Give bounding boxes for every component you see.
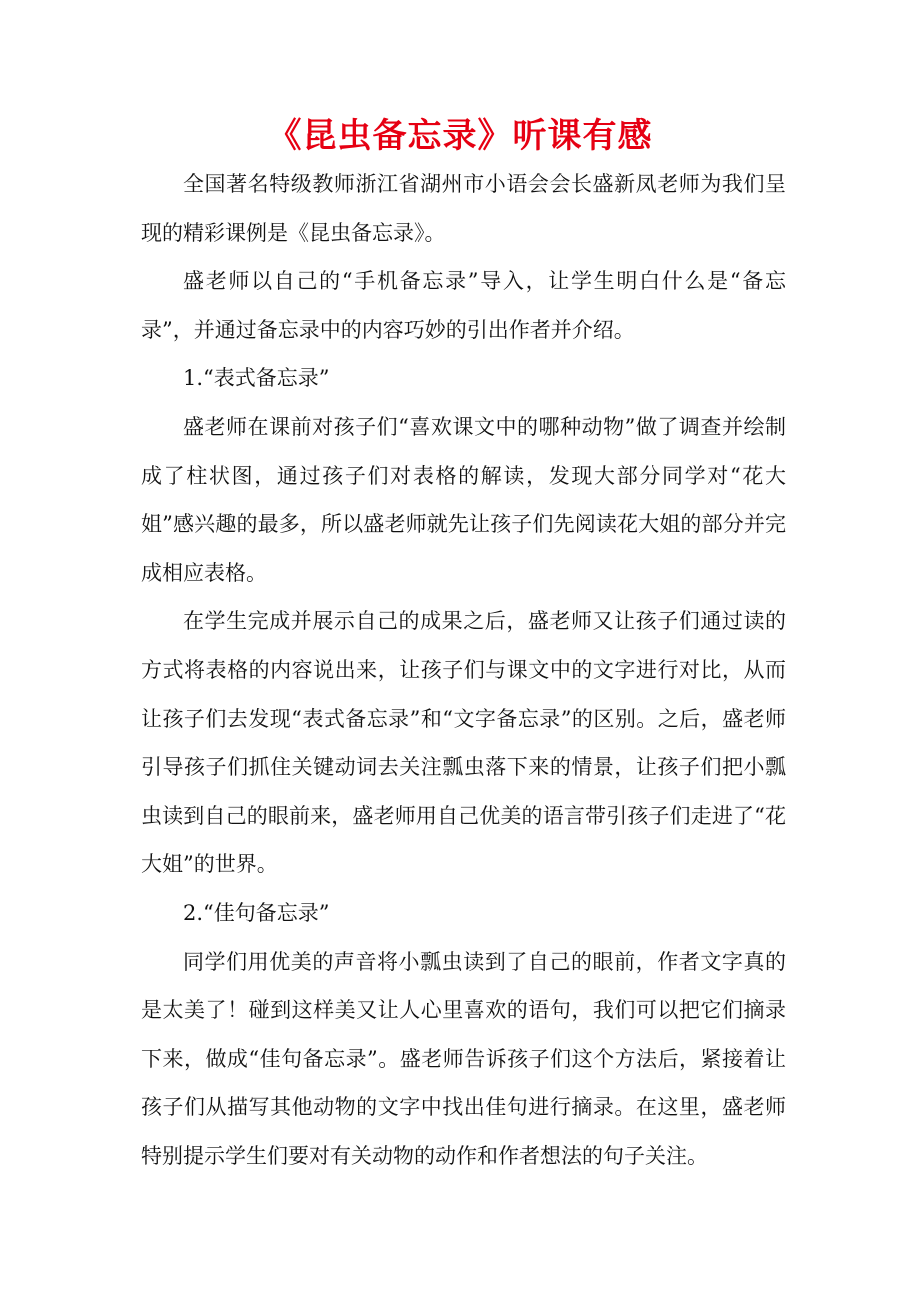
document-body [141,160,786,1180]
paragraph-lead-in: 盛老师以自己的“手机备忘录”导入，让学生明白什么是“备忘录”，并通过备忘录中的内容巧妙的引出作者并介绍。 [141,269,786,342]
document-title: 《昆虫备忘录》听课有感 [267,116,653,156]
paragraph-intro: 全国著名特级教师浙江省湖州市小语会会长盛新凤老师为我们呈现的精彩课例是《昆虫备忘录》。 [141,172,786,245]
section-heading-1: 1.“表式备忘录” [183,366,330,391]
paragraph-survey: 盛老师在课前对孩子们“喜欢课文中的哪种动物”做了调查并绘制成了柱状图，通过孩子们对表格的解读，发现大部分同学对“花大姐”感兴趣的最多，所以盛老师就先让孩子们先阅读花大姐的部分并完成相应表格。 [141,414,786,585]
paragraph-excerpts: 同学们用优美的声音将小瓢虫读到了自己的眼前，作者文字真的是太美了！碰到这样美又让人心里喜欢的语句，我们可以把它们摘录下来，做成“佳句备忘录”。盛老师告诉孩子们这个方法后，紧接着让孩子们从描写其他动物的文字中找出佳句进行摘录。在这里，盛老师特别提示学生们要对有关动物的动作和作者想法的句子关注。 [141,949,786,1168]
section-heading-2: 2.“佳句备忘录” [183,900,330,925]
paragraph-comparison: 在学生完成并展示自己的成果之后，盛老师又让孩子们通过读的方式将表格的内容说出来，让孩子们与课文中的文字进行对比，从而让孩子们去发现“表式备忘录”和“文字备忘录”的区别。之后，盛老师引导孩子们抓住关键动词去关注瓢虫落下来的情景，让孩子们把小瓢虫读到自己的眼前来，盛老师用自己优美的语言带引孩子们走进了“花大姐”的世界。 [141,609,786,877]
